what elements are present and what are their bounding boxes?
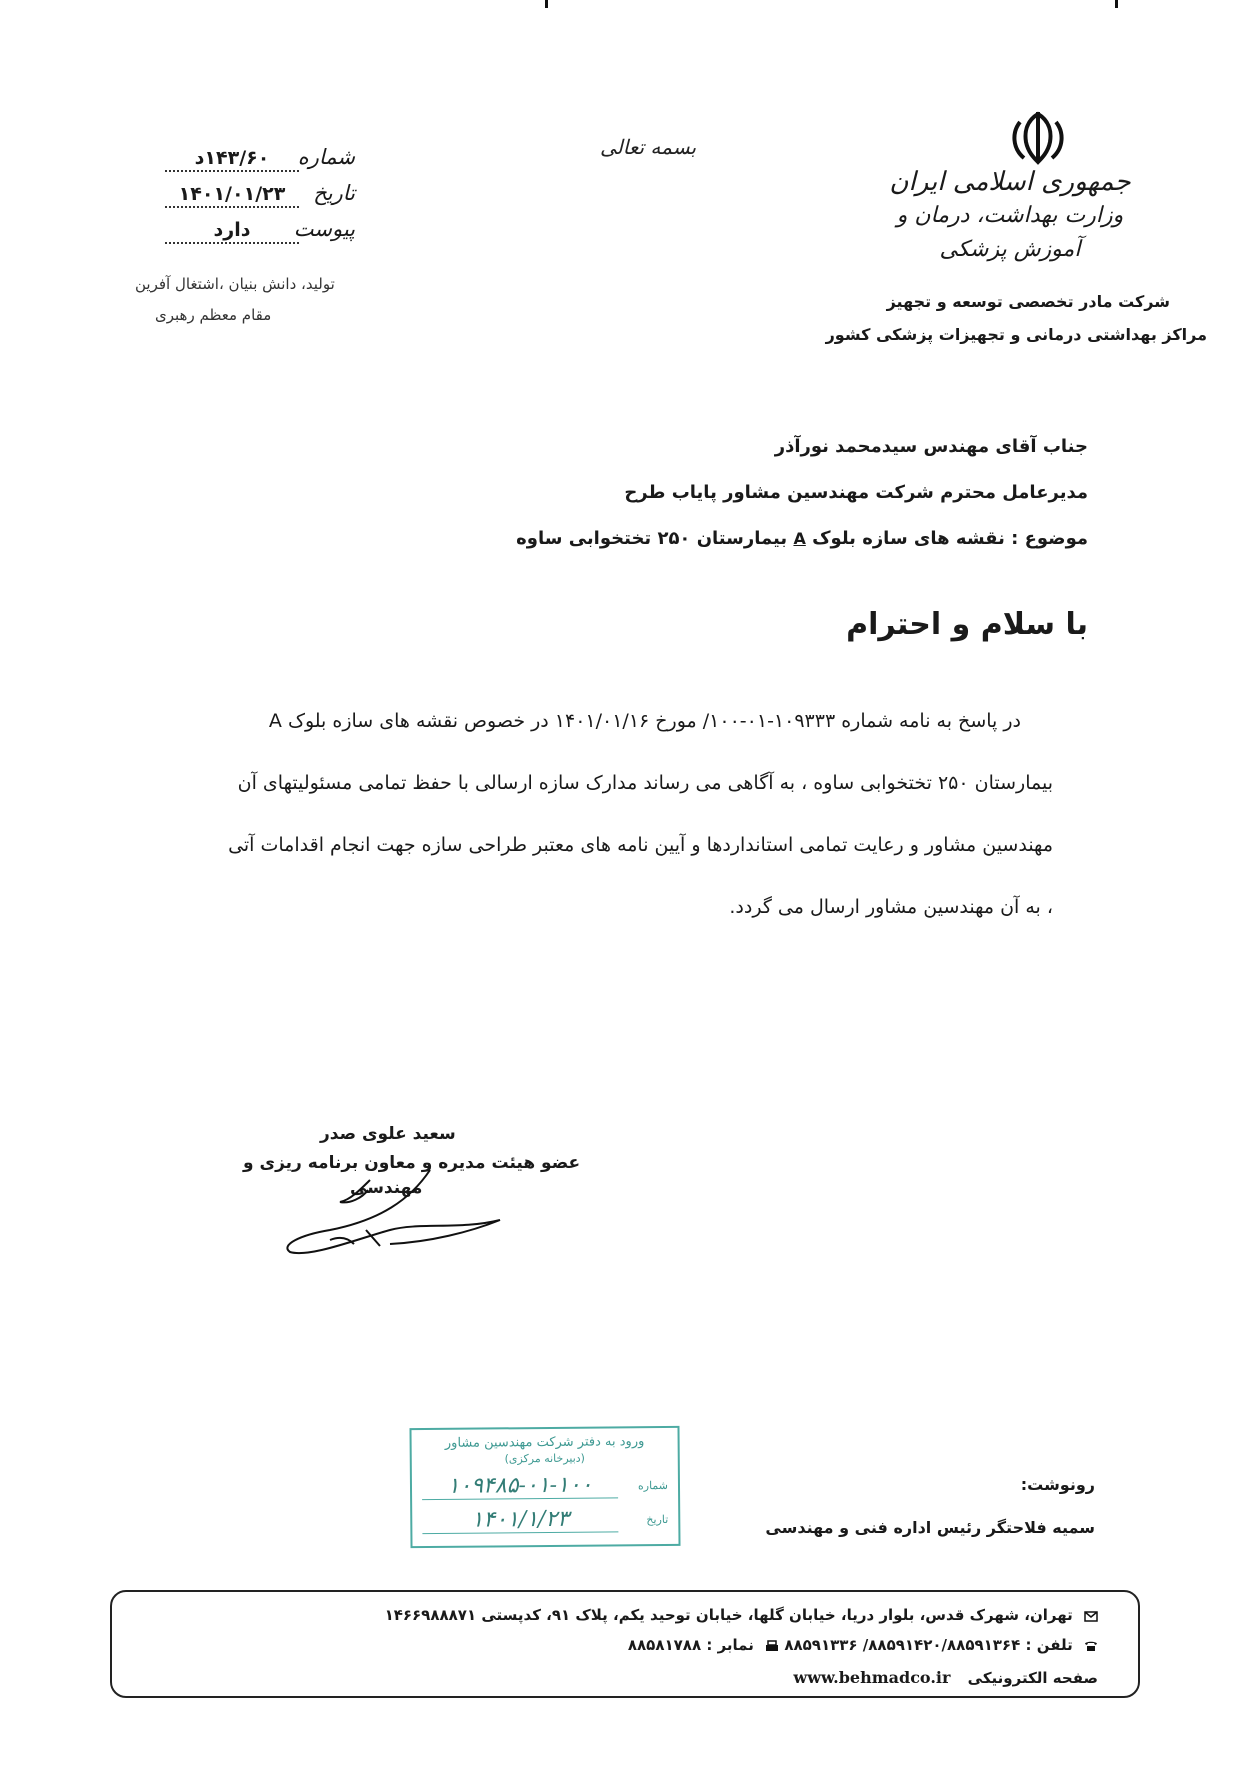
- motto-line1: تولید، دانش بنیان ،اشتغال آفرین: [135, 275, 335, 293]
- motto-line2: مقام معظم رهبری: [155, 306, 272, 324]
- subject-prefix: موضوع : نقشه های سازه بلوک: [812, 528, 1088, 549]
- cc-label: رونوشت:: [1020, 1475, 1095, 1494]
- reference-attachment-label: پیوست: [293, 217, 355, 241]
- body-line2: بیمارستان ۲۵۰ تختخوابی ساوه ، به آگاهی می رساند مدارک سازه ارسالی با حفظ تمامی مسئولیتهای آن: [237, 772, 1053, 794]
- scan-mark-left: [545, 0, 548, 8]
- footer-website-line: [793, 1668, 1098, 1687]
- footer-contact-box: [110, 1590, 1140, 1698]
- subject-line: [516, 528, 1088, 549]
- phone-icon: [1084, 1640, 1098, 1652]
- footer-phone-label: تلفن :: [1025, 1636, 1073, 1654]
- received-stamp: [409, 1426, 680, 1548]
- footer-fax-label: نمابر :: [706, 1636, 754, 1654]
- scan-mark-right: [1115, 0, 1118, 8]
- stamp-date-row: [422, 1506, 668, 1534]
- letter-body: [168, 690, 1053, 938]
- ministry-line1: جمهوری اسلامی ایران: [889, 167, 1131, 197]
- org-line1: شرکت مادر تخصصی توسعه و تجهیز: [886, 292, 1170, 311]
- basmala: بسمه تعالی: [600, 135, 697, 159]
- subject-suffix: بیمارستان ۲۵۰ تختخوابی ساوه: [516, 528, 788, 549]
- fax-icon: [765, 1640, 779, 1652]
- stamp-title: ورود به دفتر شرکت مهندسین مشاور: [444, 1434, 645, 1451]
- org-line2: مراکز بهداشتی درمانی و تجهیزات پزشکی کشور: [825, 325, 1207, 344]
- cc-recipient: سمیه فلاحتگر رئیس اداره فنی و مهندسی: [765, 1518, 1095, 1537]
- stamp-subtitle: (دبیرخانه مرکزی): [504, 1451, 586, 1466]
- iran-emblem-icon: [1010, 108, 1066, 166]
- footer-address: تهران، شهرک قدس، بلوار دریا، خیابان گلها، خیابان توحید یکم، پلاک ۹۱، کدپستی ۱۴۶۶۹۸۸۸۷۱: [384, 1606, 1073, 1624]
- stamp-number-label: شماره: [637, 1478, 669, 1492]
- reference-number-value: ۱۴۳/۶۰د: [165, 147, 299, 172]
- ministry-title: [885, 165, 1135, 267]
- reference-date-value: ۱۴۰۱/۰۱/۲۳: [165, 183, 299, 208]
- signatory-name: سعید علوی صدر: [320, 1124, 456, 1144]
- stamp-number-row: [422, 1472, 668, 1500]
- handwritten-signature: [270, 1160, 510, 1260]
- stamp-date-value: ۱۴۰۱/۱/۲۳: [422, 1506, 618, 1534]
- stamp-number-value: ۱۰۹۴۸۵-۰۱-۱۰۰: [422, 1472, 618, 1500]
- footer-website-label: صفحه الکترونیکی: [967, 1669, 1098, 1687]
- body-line1: در پاسخ به نامه شماره ۱۰۹۳۳۳-۰۱-۱۰۰/ مورخ ۱۴۰۱/۰۱/۱۶ در خصوص نقشه های سازه بلوک A: [268, 710, 1021, 732]
- subject-block: A: [793, 529, 806, 548]
- body-line4: ، به آن مهندسین مشاور ارسال می گردد.: [729, 896, 1053, 918]
- footer-address-line: [385, 1606, 1098, 1624]
- reference-attachment-row: [165, 217, 355, 253]
- addressee-name: جناب آقای مهندس سیدمحمد نورآذر: [774, 436, 1088, 457]
- footer-website-link[interactable]: www.behmadco.ir: [793, 1668, 951, 1687]
- addressee-position: مدیرعامل محترم شرکت مهندسین مشاور پایاب طرح: [624, 482, 1088, 503]
- body-line3: مهندسین مشاور و رعایت تمامی استانداردها و آیین نامه های معتبر طراحی سازه جهت انجام اقدامات آتی: [228, 834, 1053, 856]
- reference-date-label: تاریخ: [313, 181, 355, 205]
- reference-block: [165, 145, 355, 253]
- signatory-title-line1: عضو هیئت مدیره و معاون برنامه ریزی و: [243, 1153, 581, 1173]
- footer-phone-value: ۸۸۵۹۱۴۲۰/۸۸۵۹۱۳۶۴/ ۸۸۵۹۱۳۳۶: [784, 1636, 1021, 1654]
- reference-date-row: [165, 181, 355, 217]
- footer-phone-line: [628, 1636, 1098, 1654]
- greeting: با سلام و احترام: [846, 607, 1088, 642]
- ministry-line2: وزارت بهداشت، درمان و آموزش پزشکی: [896, 203, 1124, 262]
- envelope-icon: [1084, 1610, 1098, 1622]
- reference-number-label: شماره: [297, 145, 355, 169]
- reference-attachment-value: دارد: [165, 219, 299, 244]
- stamp-date-label: تاریخ: [646, 1512, 669, 1526]
- reference-number-row: [165, 145, 355, 181]
- signatory-title-line2: مهندسی: [350, 1178, 423, 1198]
- footer-fax-value: ۸۸۵۸۱۷۸۸: [627, 1636, 702, 1654]
